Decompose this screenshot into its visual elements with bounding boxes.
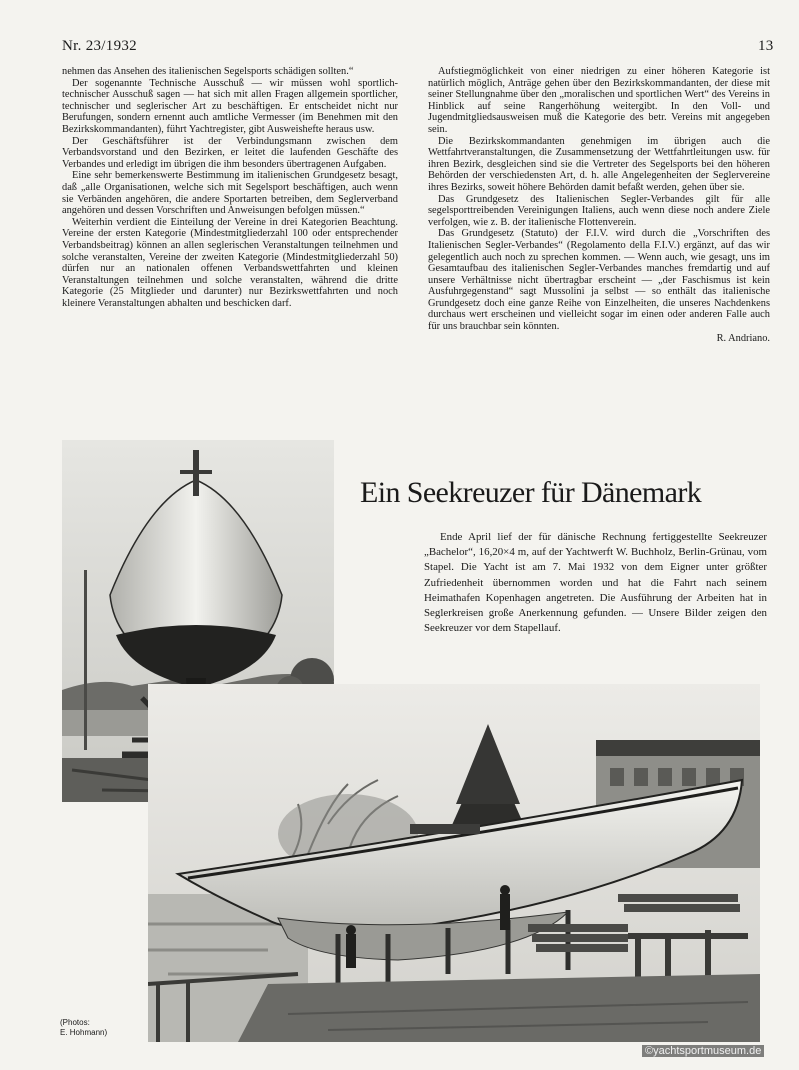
- paragraph: nehmen das Ansehen des italienischen Segelsports schädigen sollten.“: [62, 66, 354, 77]
- paragraph: Eine sehr bemerkenswerte Bestimmung im italienischen Grundgesetz besagt, daß „alle Organisationen, welche sich mit Segelsport beschäftigen, auch wenn sie Verbänden angehören, die andere Sportarten betreiben, dem Seglerverband angehören und dessen Vorschriften und Anweisungen befolgen müssen.“: [62, 170, 398, 217]
- issue-number: Nr. 23/1932: [62, 38, 137, 54]
- hull-side-photo: [148, 684, 760, 1042]
- paragraph: Die Bezirkskommandanten genehmigen im übrigen auch die Wettfahrtveranstaltungen, die Zusammensetzung der Wettfahrtleitungen usw. für ihren Bezirk, desgleichen sind sie die Vertreter des Segelsports bei den höheren Behörden der verschiedensten Art, d. h. alle Angelegenheiten der Seglervereine ihres Bezirks, soweit höhere Behörden damit befaßt werden, gehen über sie.: [428, 135, 770, 193]
- hull-side-illustration: [148, 684, 760, 1042]
- paragraph: Der sogenannte Technische Ausschuß — wir müssen wohl sportlich-technischer Ausschuß sagen — hat sich mit allen Fragen allgemein sportlicher, technischer und seglerischer Art zu beschäftigen. Er entscheidet nicht nur Berufungen, sondern ernennt auch amtliche Vermesser (im Benehmen mit den Bezirkskommandanten), führt Yachtregister, gibt Ausweishefte heraus usw.: [62, 77, 398, 135]
- photo-credit-line: (Photos:: [60, 1018, 90, 1027]
- watermark: ©yachtsportmuseum.de: [642, 1045, 764, 1057]
- paragraph: Aufstiegmöglichkeit von einer niedrigen zu einer höheren Kategorie ist natürlich möglich, Anträge gehen über den Bezirkskommandanten, der diese mit seiner Stellungnahme über den „moralischen und sportlichen Wert“ des Vereins in Hinblick auf seine Rangerhöhung weitergibt. In den Voll- und Jugendmitgliedsausweisen muß die Kategorie des betr. Vereins mit angegeben sein.: [428, 66, 770, 135]
- article-intro: [424, 530, 767, 636]
- paragraph: Das Grundgesetz (Statuto) der F.I.V. wird durch die „Vorschriften des Italienischen Segler-Verbandes“ (Regolamento della F.I.V.) ergänzt, auf das wir gelegentlich auch noch zu sprechen kommen. — Wenn auch, wie gesagt, uns im Gesamtaufbau des italienischen Segler-Verbandes manches fremdartig und auf unsere Verhältnisse nicht übertragbar erscheint — „der Faschismus ist kein Ausfuhrgegenstand“ sagt Mussolini ja selbst — so enthält das italienische Grundgesetz doch eine ganze Reihe von Einzelheiten, die unseres Nachdenkens durchaus wert erscheinen und vielleicht sogar im einen oder anderen Falle auch für uns brauchbar sein könnten.: [428, 228, 770, 333]
- photo-credit-name: E. Hohmann): [60, 1028, 108, 1037]
- page-number: 13: [758, 38, 774, 54]
- paragraph: Das Grundgesetz des Italienischen Segler-Verbandes gilt für alle segelsporttreibenden Vereinigungen Italiens, auch wenn diese noch andere Ziele verfolgen, wie z. B. der italienische Flottenverein.: [428, 193, 770, 228]
- article-headline: Ein Seekreuzer für Dänemark: [360, 476, 702, 509]
- paragraph: Der Geschäftsführer ist der Verbindungsmann zwischen dem Verbandsvorstand und den Bezirken, er leitet die laufenden Geschäfte des Verbandes und erledigt im übrigen die ihm besonders übertragenen Aufgaben.: [62, 135, 398, 170]
- paragraph: Weiterhin verdient die Einteilung der Vereine in drei Kategorien Beachtung. Vereine der ersten Kategorie (Mindestmitgliederzahl 100 oder entsprechender Verbandsbeitrag) können an allen seglerischen Veranstaltungen teilnehmen und solche veranstalten, Vereine der zweiten Kategorie (Mindestmitgliederzahl 50) dürfen nur an nationalen offenen Verbandswettfahrten und kleinen Veranstaltungen teilnehmen und solche veranstalten, während die dritte Kategorie (25 Mitglieder und darunter) nur Bezirkswettfahrten und noch kleinere Veranstaltungen abhalten und beschicken darf.: [62, 216, 398, 309]
- author-signature: R. Andriano.: [716, 332, 770, 344]
- photo-credit: [60, 1018, 107, 1038]
- left-text-column: [62, 66, 398, 309]
- right-text-column: [428, 66, 770, 344]
- intro-text: Ende April lief der für dänische Rechnung fertiggestellte Seekreuzer „Bachelor“, 16,20×4 m, auf der Yachtwerft W. Buchholz, Berlin-Grünau, vom Stapel. Die Yacht ist am 7. Mai 1932 von dem Eigner unter größter Zufriedenheit übernommen worden und hat die Fahrt nach seinem Heimathafen Kopenhagen angetreten. Die Ausführung der Arbeiten hat in Seglerkreisen große Anerkennung gefunden. — Unsere Bilder zeigen den Seekreuzer vor dem Stapellauf.: [424, 531, 767, 635]
